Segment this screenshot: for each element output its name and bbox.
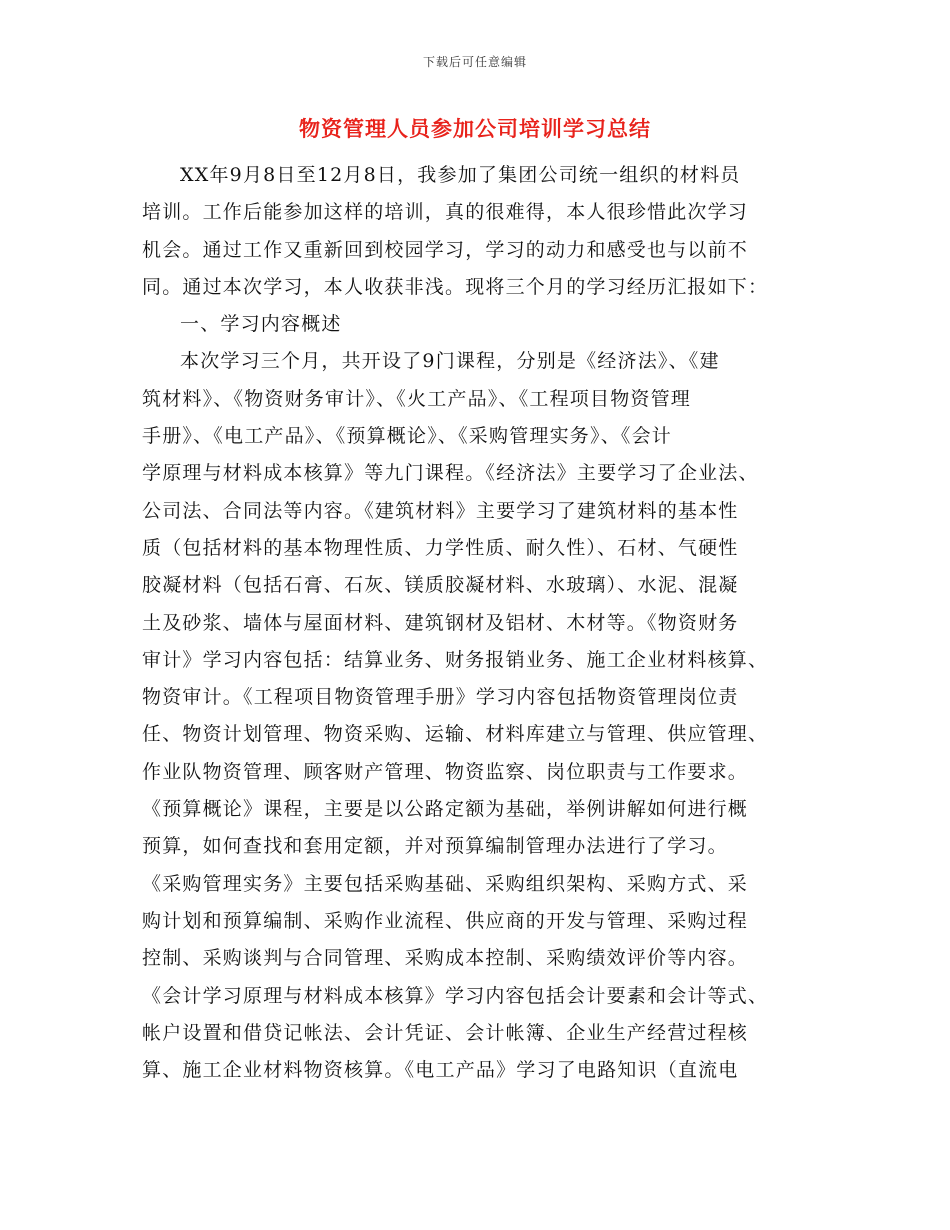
paragraph-line: 预算，如何查找和套用定额，并对预算编制管理办法进行了学习。 (142, 835, 728, 858)
paragraph-line: 同。通过本次学习，本人收获非浅。现将三个月的学习经历汇报如下： (142, 275, 769, 298)
paragraph-line: 筑材料》、《物资财务审计》、《火工产品》、《工程项目物资管理 (142, 387, 692, 410)
paragraph-line: 土及砂浆、墙体与屋面材料、建筑钢材及铝材、木材等。《物资财务 (142, 611, 739, 634)
paragraph-line: 《会计学习原理与材料成本核算》学习内容包括会计要素和会计等式、 (142, 984, 769, 1007)
paragraph-line: 购计划和预算编制、采购作业流程、供应商的开发与管理、采购过程 (142, 909, 749, 932)
paragraph-line: 物资审计。《工程项目物资管理手册》学习内容包括物资管理岗位责 (142, 686, 739, 709)
paragraph-line: 培训。工作后能参加这样的培训，真的很难得，本人很珍惜此次学习 (142, 201, 749, 224)
paragraph-line: 胶凝材料（包括石膏、石灰、镁质胶凝材料、水玻璃）、水泥、混凝 (142, 574, 739, 597)
paragraph-line: 控制、采购谈判与合同管理、采购成本控制、采购绩效评价等内容。 (142, 947, 749, 970)
document-title: 物资管理人员参加公司培训学习总结 (299, 116, 651, 141)
page-header-note: 下载后可任意编辑 (422, 55, 527, 69)
paragraph-line: 质（包括材料的基本物理性质、力学性质、耐久性）、石材、气硬性 (142, 536, 739, 559)
paragraph-line: XX年9月8日至12月8日，我参加了集团公司统一组织的材料员 (180, 164, 741, 186)
paragraph-line: 审计》学习内容包括：结算业务、财务报销业务、施工企业材料核算、 (142, 648, 769, 671)
paragraph-line: 机会。通过工作又重新回到校园学习，学习的动力和感受也与以前不 (142, 238, 749, 261)
paragraph-line: 公司法、合同法等内容。《建筑材料》主要学习了建筑材料的基本性 (142, 499, 739, 522)
paragraph-line: 算、施工企业材料物资核算。《电工产品》学习了电路知识（直流电 (142, 1059, 739, 1082)
document-body (142, 157, 812, 1089)
paragraph-line: 帐户设置和借贷记帐法、会计凭证、会计帐簿、企业生产经营过程核 (142, 1021, 749, 1044)
paragraph-line: 学原理与材料成本核算》等九门课程。《经济法》主要学习了企业法、 (142, 462, 759, 485)
paragraph-line: 《采购管理实务》主要包括采购基础、采购组织架构、采购方式、采 (142, 872, 749, 895)
paragraph-line: 本次学习三个月，共开设了9门课程，分别是《经济法》、《建 (180, 350, 720, 373)
section-heading: 一、学习内容概述 (180, 313, 342, 336)
paragraph-line: 作业队物资管理、顾客财产管理、物资监察、岗位职责与工作要求。 (142, 760, 749, 783)
paragraph-line: 任、物资计划管理、物资采购、运输、材料库建立与管理、供应管理、 (142, 723, 769, 746)
paragraph-line: 《预算概论》课程，主要是以公路定额为基础，举例讲解如何进行概 (142, 798, 749, 821)
paragraph-line: 手册》、《电工产品》、《预算概论》、《采购管理实务》、《会计 (142, 425, 673, 448)
